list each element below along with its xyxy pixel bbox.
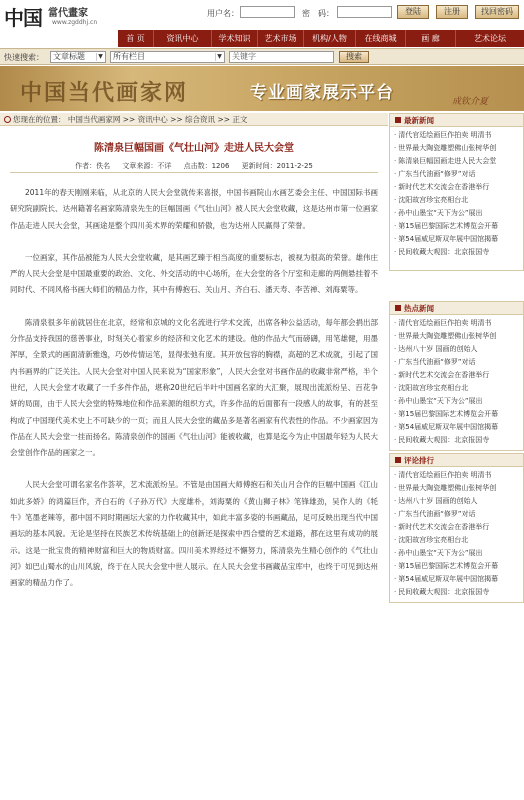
- list-item[interactable]: · 陈清泉巨幅国画走进人民大会堂: [394, 155, 523, 168]
- banner-title: 中国当代画家网: [20, 80, 189, 106]
- username-label: 用户名：: [207, 9, 239, 18]
- hot-news-title: 热点新闻: [404, 304, 434, 313]
- list-item[interactable]: · 民间收藏大观园：北京报国寺: [394, 246, 523, 259]
- square-bullet-icon: [395, 305, 401, 311]
- search-label: 快速搜索：: [4, 53, 44, 62]
- list-item[interactable]: · 沈阳故宫珍宝亮相台北: [394, 382, 523, 395]
- list-item[interactable]: · 民间收藏大观园：北京报国寺: [394, 586, 523, 599]
- list-item[interactable]: · 第54届威尼斯双年展中国馆揭幕: [394, 573, 523, 586]
- list-item[interactable]: · 达州八十岁 国画的创始人: [394, 495, 523, 508]
- password-label: 密 码：: [302, 9, 334, 18]
- article-paragraph: 陈清泉很多年前就居住在北京，经常和京城的文化名流进行学术交流，出席各种公益活动，每年都会捐出部分作品支持我国的慈善事业，时刻关心着家乡的经济和文化艺术的建设。他的作品大气而磅礴，用笔雄健，用墨浑厚，全景式的画面清新雅逸，巧妙传情运笔，显得张弛有度。其开放包容的胸襟，高超的艺术成就，引起了国内书画界的广泛关注。人民大会堂对中国人民来说为“国家形象”，人民大会堂对书画作品的收藏非常严格，半个世纪，人民大会堂才收藏了一千多件作品，堪称20世纪后半叶中国画名家的大汇聚，展现出流派纷呈、百花争妍的局面，由于人民大会堂的特殊地位和作品来源的组织方式，许多作品的后面都有一段感人的故事，有的甚至构成了中国现代美术史上不可缺少的一页；而且人民大会堂的藏品多是著名画家有代表性的作品。不少画家因为作品在人民大会堂一挂而扬名。陈清泉创作的国画《气壮山河》能被收藏，也算是迄今为止中国最年轻为人民大会堂创作作品的画家之一。: [10, 317, 378, 458]
- list-item[interactable]: · 广东当代油画“修罗”对话: [394, 356, 523, 369]
- login-button[interactable]: 登陆: [397, 5, 429, 19]
- comment-ranking-header: [390, 454, 523, 467]
- list-item[interactable]: · 清代官廷绘画巨作拍卖 明清书: [394, 317, 523, 330]
- article: [0, 127, 388, 800]
- list-item[interactable]: · 清代官廷绘画巨作拍卖 明清书: [394, 469, 523, 482]
- hot-news-header: [390, 302, 523, 315]
- latest-news-header: [390, 114, 523, 127]
- list-item[interactable]: · 第54届威尼斯双年展中国馆揭幕: [394, 421, 523, 434]
- list-item[interactable]: · 新时代艺术交流会在香港举行: [394, 181, 523, 194]
- forgot-password-button[interactable]: 找回密码: [475, 5, 519, 19]
- list-item[interactable]: · 世界最大陶瓷雕塑佛山张树华创: [394, 482, 523, 495]
- list-item[interactable]: · 新时代艺术交流会在香港举行: [394, 521, 523, 534]
- list-item[interactable]: · 第54届威尼斯双年展中国馆揭幕: [394, 233, 523, 246]
- banner-signature: 成钦介夏: [452, 97, 489, 107]
- search-button[interactable]: 搜索: [339, 51, 369, 63]
- chevron-down-icon: ▼: [96, 53, 104, 61]
- breadcrumb: [0, 113, 388, 126]
- article-author: 作者：佚名: [75, 162, 111, 170]
- square-bullet-icon: [395, 117, 401, 123]
- banner-slogan: 专业画家展示平台: [250, 83, 394, 103]
- list-item[interactable]: · 广东当代油画“修罗”对话: [394, 168, 523, 181]
- latest-news-box: [389, 113, 524, 271]
- logo-sub-text: 當代畫家: [48, 8, 88, 19]
- hot-news-box: [389, 301, 524, 451]
- username-input[interactable]: [240, 6, 295, 18]
- register-button[interactable]: 注册: [436, 5, 468, 19]
- password-input[interactable]: [337, 6, 392, 18]
- main-nav: [118, 30, 524, 47]
- list-item[interactable]: · 孙中山墨宝“天下为公”展出: [394, 207, 523, 220]
- top-header: [0, 0, 524, 30]
- nav-item-shop[interactable]: 在线商城: [356, 30, 406, 47]
- list-item[interactable]: · 清代官廷绘画巨作拍卖 明清书: [394, 129, 523, 142]
- article-paragraph: 2011年的春天刚刚来临，从北京的人民大会堂就传来喜报，中国书画院山水画艺委会主任、中国国际书画研究院副院长、达州籍著名画家陈清泉先生的巨幅国画《气壮山河》被人民大会堂收藏，这是达州市第一位画家作品走进人民大会堂，其画途是整个四川美术界的荣耀和骄傲，也为达州人民赢得了荣誉。: [10, 188, 378, 230]
- divider: [10, 172, 378, 173]
- nav-item-forum[interactable]: 艺术论坛: [474, 34, 506, 43]
- list-item[interactable]: · 世界最大陶瓷雕塑佛山张树华创: [394, 330, 523, 343]
- list-item[interactable]: · 第15届巴黎国际艺术博览会开幕: [394, 220, 523, 233]
- list-item[interactable]: · 广东当代油画“修罗”对话: [394, 508, 523, 521]
- article-views: 点击数：1206: [183, 162, 230, 170]
- nav-spacer: [0, 30, 118, 47]
- list-item[interactable]: · 世界最大陶瓷雕塑佛山张树华创: [394, 142, 523, 155]
- list-item[interactable]: · 孙中山墨宝“天下为公”展出: [394, 395, 523, 408]
- nav-item-home[interactable]: 首 页: [118, 30, 154, 47]
- location-icon: [4, 116, 11, 123]
- comment-ranking-list: [390, 467, 523, 599]
- chevron-down-icon: ▼: [215, 53, 223, 61]
- article-updated: 更新时间：2011-2-25: [241, 162, 313, 170]
- list-item[interactable]: · 民间收藏大观园：北京报国寺: [394, 434, 523, 447]
- search-column-select[interactable]: [110, 51, 225, 63]
- nav-item-people[interactable]: 机构/人物: [304, 30, 356, 47]
- article-body: [10, 185, 378, 608]
- site-logo[interactable]: [4, 2, 114, 28]
- logo-main-text: 中国: [4, 6, 42, 30]
- list-item[interactable]: · 沈阳故宫珍宝亮相台北: [394, 534, 523, 547]
- list-item[interactable]: · 第15届巴黎国际艺术博览会开幕: [394, 560, 523, 573]
- quick-search-bar: [0, 48, 524, 65]
- search-field-value: 文章标题: [53, 52, 85, 61]
- banner: [0, 66, 524, 111]
- breadcrumb-text[interactable]: 您现在的位置： 中国当代画家网 >> 资讯中心 >> 综合资讯 >> 正文: [13, 115, 248, 124]
- nav-item-news[interactable]: 资讯中心: [154, 30, 212, 47]
- sidebar: [389, 113, 524, 800]
- search-input[interactable]: 关键字: [229, 51, 334, 63]
- nav-item-knowledge[interactable]: 学术知识: [212, 30, 258, 47]
- list-item[interactable]: · 沈阳故宫珍宝亮相台北: [394, 194, 523, 207]
- comment-ranking-title: 评论排行: [404, 456, 434, 465]
- comment-ranking-box: [389, 453, 524, 603]
- square-bullet-icon: [395, 457, 401, 463]
- nav-item-gallery[interactable]: 画 廊: [406, 30, 456, 47]
- list-item[interactable]: · 达州八十岁 国画的创始人: [394, 343, 523, 356]
- latest-news-title: 最新新闻: [404, 116, 434, 125]
- article-source: 文章来源：不详: [122, 162, 172, 170]
- list-item[interactable]: · 第15届巴黎国际艺术博览会开幕: [394, 408, 523, 421]
- list-item[interactable]: · 孙中山墨宝“天下为公”展出: [394, 547, 523, 560]
- article-meta: [0, 161, 388, 171]
- list-item[interactable]: · 新时代艺术交流会在香港举行: [394, 369, 523, 382]
- hot-news-list: [390, 315, 523, 447]
- article-paragraph: 人民大会堂可谓名家名作荟萃，艺术流派纷呈。不管是由国画大师傅抱石和关山月合作的巨幅中国画《江山如此多娇》的鸿篇巨作，齐白石的《子孙万代》大度雄朴，刘海粟的《黄山狮子林》笔锋雄劲，吴作人的《牦牛》笔墨老辣等，都中国不同时期画坛大家的力作收藏其中，如此丰富多姿的书画藏品，足可反映出现当代中国画坛的基本风貌。无论是坚持在民族艺术传统基础上的创新还是探索中西合璧的艺术道路，都在这里有成功的展示。这是一批宝贵的精神财富和巨大的物质财富。四川美术界经过不懈努力，陈清泉先生精心创作的《气壮山河》如巴山蜀水的山川风貌，终于在人民大会堂中世人展示。在人民大会堂书画藏品宝库中，也终于可见到达州画家的精品力作了。: [10, 480, 378, 588]
- article-title: 陈清泉巨幅国画《气壮山河》走进人民大会堂: [94, 143, 294, 154]
- search-column-value: 所有栏目: [113, 52, 145, 61]
- latest-news-list: [390, 127, 523, 259]
- logo-url-text: www.zgddhj.cn: [52, 19, 98, 26]
- search-field-select[interactable]: [50, 51, 106, 63]
- article-paragraph: 一位画家，其作品被能为人民大会堂收藏，是其画艺臻于相当高度的重要标志，被视为很高的荣誉。雄伟庄严的人民大会堂是中国最重要的政治、文化、外交活动的中心场所，在大会堂的各个厅室和走廊的两侧悬挂着不同时代、不同风格书画大师们的精品力作，其中有傅抱石、关山月、齐白石、潘天寿、李苦禅、刘海粟等。: [10, 252, 378, 295]
- nav-item-market[interactable]: 艺术市场: [258, 30, 304, 47]
